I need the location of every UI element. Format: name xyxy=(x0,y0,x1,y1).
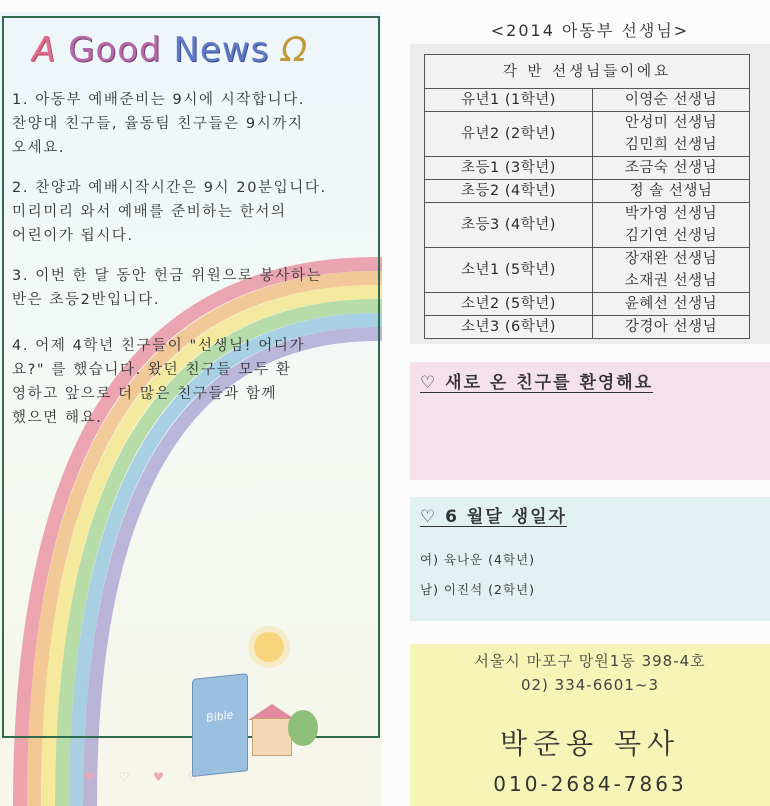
table-row xyxy=(425,112,750,157)
class-cell: 유년2 (2학년) xyxy=(425,112,593,157)
office-phone: 02) 334-6601~3 xyxy=(520,676,660,694)
new-friends-heading: ♡ 새로 온 친구를 환영해요 xyxy=(420,373,654,393)
news-item: 2. 찬양과 예배시작시간은 9시 20분입니다. 미리미리 와서 예배를 준비하는 한서의 어린이가 됩시다. xyxy=(12,180,327,244)
teacher-cell: 장재완 선생님 소재권 선생님 xyxy=(593,248,750,293)
class-cell: 초등1 (3학년) xyxy=(425,157,593,180)
teacher-cell: 강경아 선생님 xyxy=(593,316,750,339)
teacher-cell: 정 솔 선생님 xyxy=(593,180,750,203)
tree-icon xyxy=(288,710,318,746)
news-item: 1. 아동부 예배준비는 9시에 시작합니다. 찬양대 친구들, 율동팀 친구들은 9시까지 오세요. xyxy=(12,92,306,156)
class-cell: 소년3 (6학년) xyxy=(425,316,593,339)
newsletter-title: A Good News Ω xyxy=(32,30,309,70)
class-cell: 초등2 (4학년) xyxy=(425,180,593,203)
teacher-cell: 이영순 선생님 xyxy=(593,89,750,112)
table-row xyxy=(425,203,750,248)
hearts-decoration-icon: ♥ ♡ ♥ ♡ xyxy=(84,770,209,784)
teachers-title: <2014 아동부 선생님> xyxy=(490,21,690,40)
news-item: 3. 이번 한 달 동안 헌금 위원으로 봉사하는 반은 초등2반입니다. xyxy=(12,268,323,308)
bible-book-icon xyxy=(192,673,248,777)
table-row xyxy=(425,316,750,339)
table-header: 각 반 선생님들이에요 xyxy=(425,55,750,89)
table-row xyxy=(425,248,750,293)
table-row xyxy=(425,157,750,180)
teacher-cell: 안성미 선생님 김민희 선생님 xyxy=(593,112,750,157)
teachers-table xyxy=(424,54,750,339)
sun-icon xyxy=(254,632,284,662)
birthday-boy: 남) 이진석 (2학년) xyxy=(420,582,535,597)
news-list xyxy=(12,88,370,446)
class-cell: 소년2 (5학년) xyxy=(425,293,593,316)
table-row xyxy=(425,180,750,203)
table-row xyxy=(425,293,750,316)
table-row xyxy=(425,89,750,112)
bible-label: Bible xyxy=(205,708,235,725)
church-address: 서울시 마포구 망원1동 398-4호 xyxy=(474,652,706,670)
class-cell: 소년1 (5학년) xyxy=(425,248,593,293)
birthdays-heading: ♡ 6 월달 생일자 xyxy=(420,507,567,527)
teacher-cell: 조금숙 선생님 xyxy=(593,157,750,180)
teacher-cell: 박가영 선생님 김기연 선생님 xyxy=(593,203,750,248)
table-header-row xyxy=(425,55,750,89)
pastor-mobile: 010-2684-7863 xyxy=(493,772,687,796)
birthday-girl: 여) 육나운 (4학년) xyxy=(420,552,535,567)
pastor-name: 박준용 목사 xyxy=(499,727,681,760)
house-icon xyxy=(252,718,292,756)
news-item: 4. 어제 4학년 친구들이 "선생님! 어디가 요?" 를 했습니다. 왔던 친구들 모두 환 영하고 앞으로 더 많은 친구들과 함께 했으면 해요. xyxy=(12,338,306,426)
teacher-cell: 윤혜선 선생님 xyxy=(593,293,750,316)
class-cell: 초등3 (4학년) xyxy=(425,203,593,248)
class-cell: 유년1 (1학년) xyxy=(425,89,593,112)
